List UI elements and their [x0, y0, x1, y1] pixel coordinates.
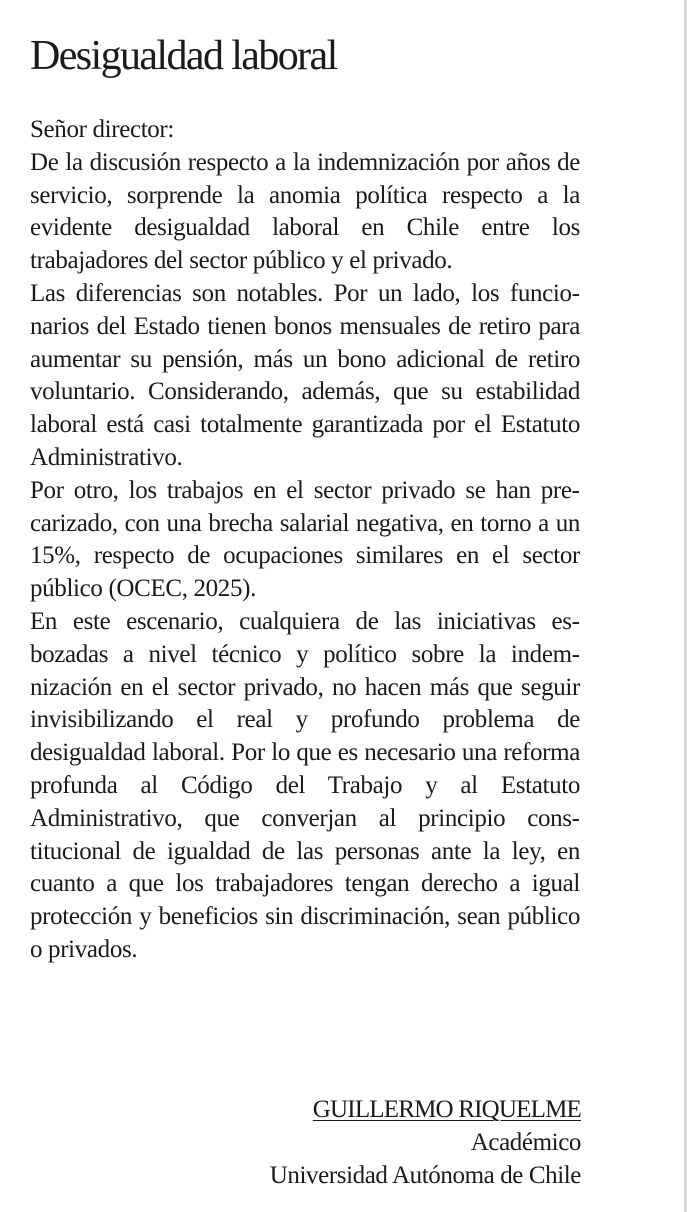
- article-title: Desigualdad laboral: [30, 33, 337, 79]
- signature-block: [270, 1093, 581, 1192]
- salutation: Señor director:: [30, 116, 175, 143]
- author-role: Académico: [470, 1129, 581, 1156]
- paragraph-3: Por otro, los trabajos en el sector privado se han precarizado, con una brecha salarial negativa, en torno a un 15%, respecto de ocupaciones similares en el sector público (OCEC, 2025).: [30, 476, 580, 603]
- author-institution: Universidad Autónoma de Chile: [269, 1162, 581, 1189]
- author-name: GUILLERMO RIQUELME: [312, 1096, 581, 1123]
- paragraph-4: En este escenario, cualquiera de las iniciativas esbozadas a nivel técnico y político sobre la indemnización en el sector privado, no hacen más que seguir invisibilizando el real y profundo problema de desigualdad laboral. Por lo que es necesario una reforma profunda al Código del Trabajo y al Estatuto Administrativo, que converjan al principio constitucional de igualdad de las personas ante la ley, en cuanto a que los trabajadores tengan derecho a igual protección y beneficios sin discriminación, sean público o privados.: [30, 607, 580, 963]
- paragraph-1: De la discusión respecto a la indemnización por años de servicio, sorprende la anomia política respecto a la evidente desigualdad laboral en Chile entre los trabajadores del sector público y el privado.: [30, 148, 580, 275]
- paragraph-2: Las diferencias son notables. Por un lado, los funcionarios del Estado tienen bonos mensuales de retiro para aumentar su pensión, más un bono adicional de retiro voluntario. Considerando, además, que su estabilidad laboral está casi totalmente garantizada por el Estatuto Administrativo.: [30, 279, 580, 471]
- letter-body: [30, 114, 580, 967]
